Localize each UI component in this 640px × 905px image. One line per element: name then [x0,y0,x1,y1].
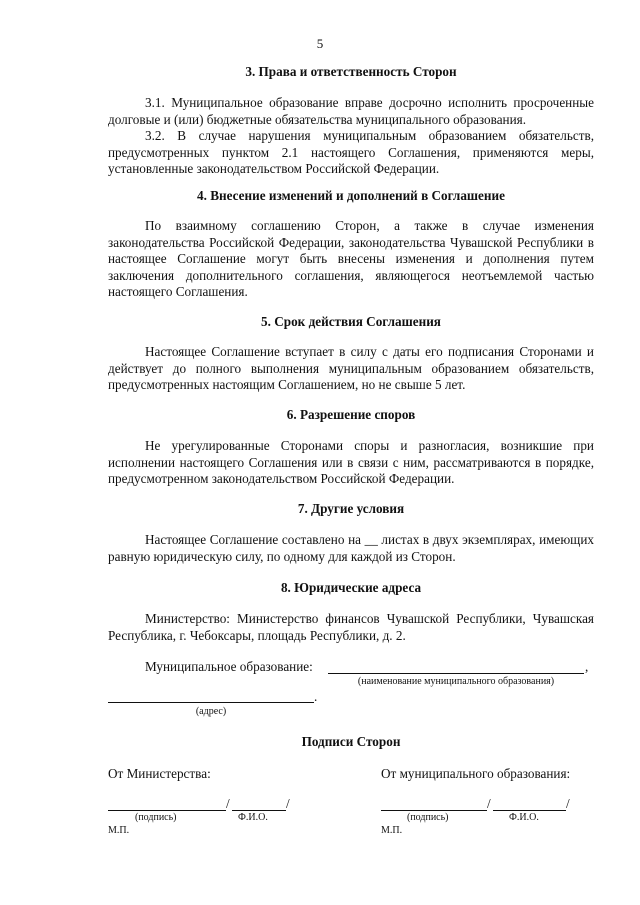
municipality-seal: М.П. [381,825,403,836]
address-caption: (адрес) [195,706,227,717]
municipality-signature-caption: (подпись) [407,812,449,823]
municipality-signature-line [381,810,487,811]
municipality-party-title: От муниципального образования: [381,766,571,781]
signatures-heading: Подписи Сторон [301,734,401,749]
section-3-heading: 3. Права и ответственность Сторон [245,64,457,79]
section-8-heading: 8. Юридические адреса [280,580,422,595]
section-4-heading: 4. Внесение изменений и дополнений в Соглашение [197,188,505,203]
address-period: . [314,689,318,704]
ministry-signature-line [108,810,226,811]
municipality-comma: , [585,659,589,674]
section-7-paragraph-1: Настоящее Соглашение составлено на __ листах в двух экземплярах, имеющих равную юридическую силу, по одному для каждой из Сторон. [108,532,594,564]
municipality-label: Муниципальное образование: [145,659,313,674]
ministry-party-title: От Министерства: [108,766,211,781]
municipality-name-caption: (наименование муниципального образования) [357,676,555,687]
ministry-name-caption: Ф.И.О. [238,812,268,823]
ministry-slash-1: / [226,796,230,811]
section-7-heading: 7. Другие условия [297,501,405,516]
section-5-heading: 5. Срок действия Соглашения [261,314,441,329]
municipality-name-line [328,673,584,674]
municipality-fio-caption: Ф.И.О. [509,812,539,823]
ministry-signature-caption: (подпись) [135,812,177,823]
address-line [108,702,314,703]
ministry-slash-2: / [286,796,290,811]
municipality-fio-line [493,810,566,811]
section-3-paragraph-1: 3.1. Муниципальное образование вправе досрочно исполнить просроченные долговые и (или) бюджетные обязательства муниципального образования. [108,95,594,127]
section-3-paragraph-2: 3.2. В случае нарушения муниципальным образованием обязательств, предусмотренных пунктом 2.1 настоящего Соглашения, применяются меры, установленные законодательством Российской Федерации. [108,128,594,176]
section-8-paragraph-1: Министерство: Министерство финансов Чувашской Республики, Чувашская Республика, г. Чебоксары, площадь Республики, д. 2. [108,611,594,643]
section-6-paragraph-1: Не урегулированные Сторонами споры и разногласия, возникшие при исполнении настоящего Соглашения или в связи с ним, рассматриваются в порядке, предусмотренном законодательством Российской Федерации. [108,438,594,486]
municipality-slash-2: / [566,796,570,811]
ministry-name-line [232,810,286,811]
municipality-slash-1: / [487,796,491,811]
ministry-seal: М.П. [108,825,130,836]
section-5-paragraph-text: Настоящее Соглашение вступает в силу с даты его подписания Сторонами и действует до полного выполнения муниципальным образованием обязательств, предусмотренных настоящим Соглашением, но не свыше 5 лет. [108,344,594,392]
section-4-paragraph-1: По взаимному соглашению Сторон, а также в случае изменения законодательства Российской Федерации, законодательства Чувашской Республики в настоящее Соглашение могут быть внесены изменения и дополнения путем заключения дополнительного соглашения, являющегося неотъемлемой частью настоящего Соглашения. [108,218,594,299]
page-number: 5 [316,36,324,51]
section-6-heading: 6. Разрешение споров [286,407,416,422]
